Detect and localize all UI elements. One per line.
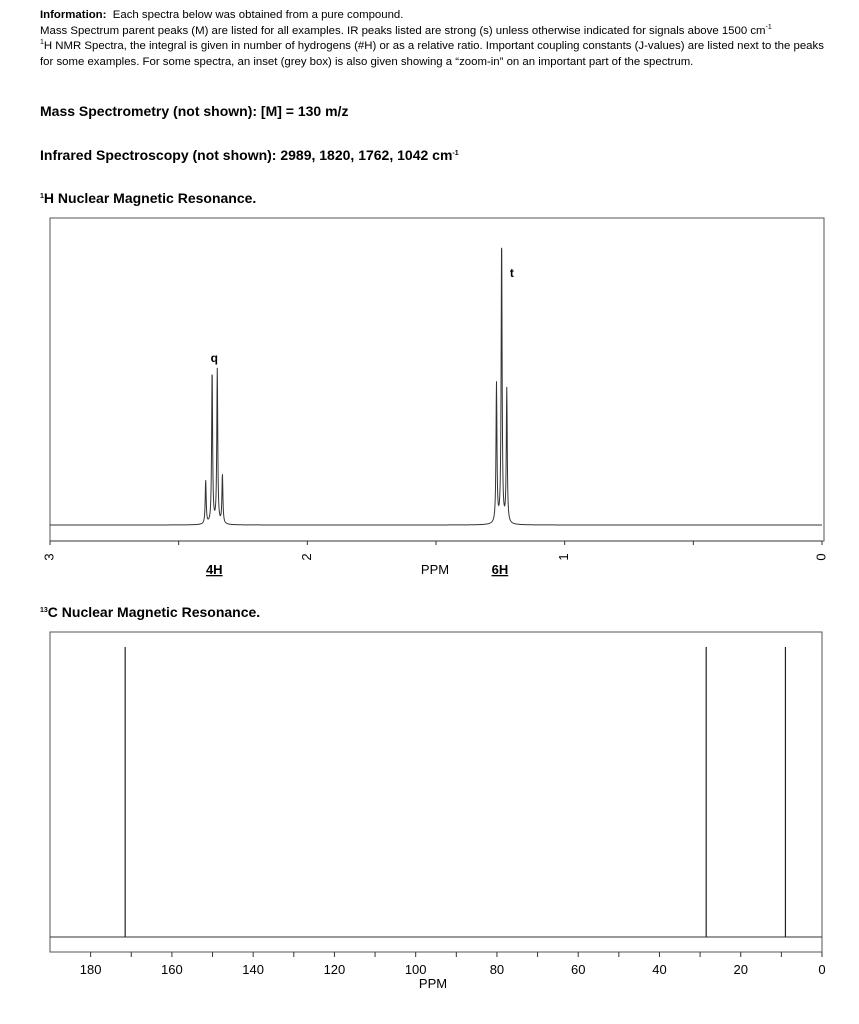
c-nmr-x-axis-label: PPM (418, 976, 448, 991)
c-nmr-tick-label-40: 40 (652, 962, 667, 977)
h-nmr-integral-label-1: 4H (205, 562, 223, 577)
ir-heading-sup: -1 (452, 150, 459, 157)
h-nmr-tick-label-1: 1 (556, 553, 572, 561)
h-nmr-integral-label-2: 6H (491, 562, 509, 577)
c-nmr-tick-label-20: 20 (733, 962, 748, 977)
h-nmr-tick-label-2: 2 (298, 553, 314, 561)
c-nmr-tick-label-60: 60 (570, 962, 586, 977)
info-line-3-sup: 1 (40, 39, 44, 47)
info-line-1: Each spectra below was obtained from a pure compound. (112, 9, 404, 21)
c-nmr-tick-label-160: 160 (161, 962, 183, 977)
c-nmr-tick-label-100: 100 (404, 962, 427, 977)
h-nmr-multiplicity-label-1: q (210, 351, 218, 366)
c-nmr-tick-label-120: 120 (323, 962, 346, 977)
mass-spec-heading: Mass Spectrometry (not shown): [M] = 130 m/z (40, 103, 349, 119)
info-line-2-sup: -1 (765, 23, 772, 31)
h-nmr-tick-label-0: 0 (813, 553, 829, 561)
h-nmr-multiplicity-label-2: t (509, 265, 514, 280)
c-nmr-tick-label-140: 140 (242, 962, 265, 977)
h-nmr-x-axis-label: PPM (420, 562, 450, 577)
h-nmr-heading-sup: 1 (40, 193, 44, 200)
c-nmr-heading-text: C Nuclear Magnetic Resonance. (47, 604, 261, 620)
info-line-3: H NMR Spectra, the integral is given in number of hydrogens (#H) or as a relative ratio. Important coupling constants (J-values) are listed next to the peaks for some examples. For some spectra, an inset (grey box) is also given showing a “zoom-in” on an important part of the spectrum. (40, 40, 824, 68)
info-line-2: Mass Spectrum parent peaks (M) are listed for all examples. IR peaks listed are strong (s) unless otherwise indicated for signals above 1500 cm (40, 24, 766, 37)
c-nmr-tick-label-0: 0 (818, 962, 826, 977)
c-nmr-tick-label-180: 180 (79, 962, 102, 977)
ir-heading-text: Infrared Spectroscopy (not shown): 2989, 1820, 1762, 1042 cm (40, 147, 453, 163)
info-label: Information: (40, 9, 107, 21)
h-nmr-tick-label-3: 3 (41, 553, 57, 561)
c-nmr-tick-label-80: 80 (489, 962, 505, 977)
c-nmr-heading-sup: 13 (40, 607, 48, 614)
h-nmr-heading-text: H Nuclear Magnetic Resonance. (43, 190, 257, 206)
